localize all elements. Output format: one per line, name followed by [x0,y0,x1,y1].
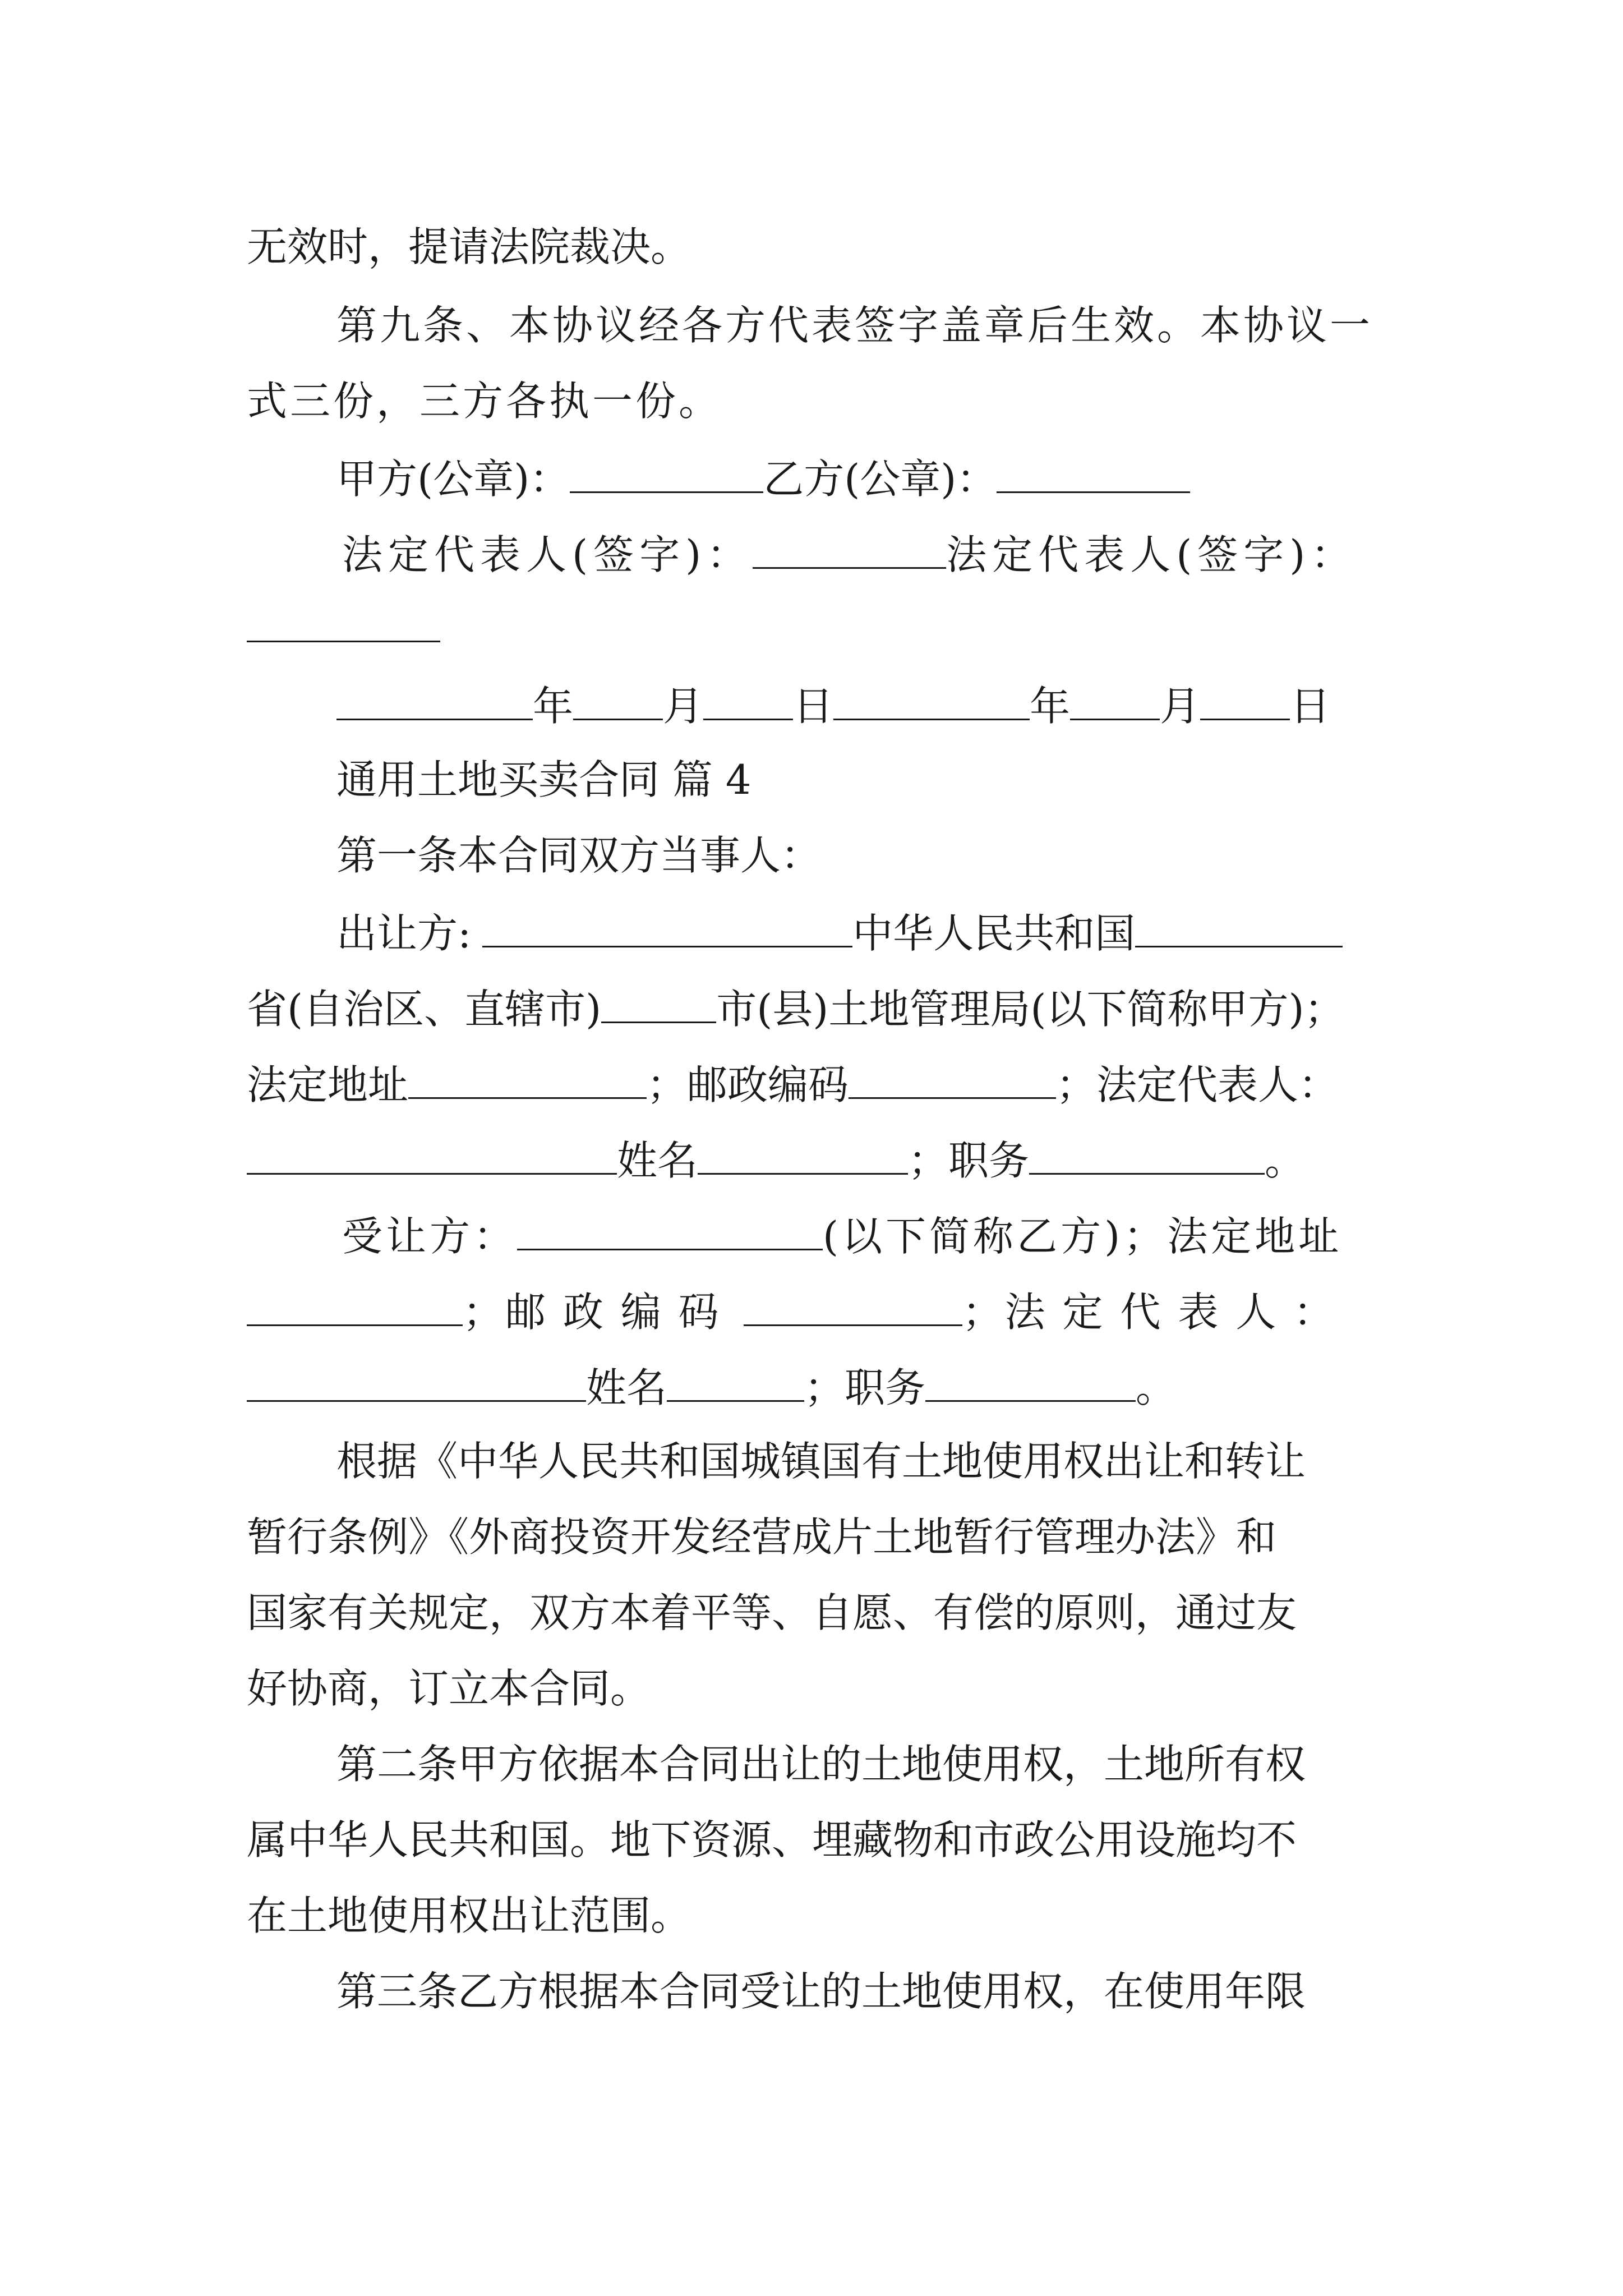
blank-field[interactable] [1200,676,1290,720]
blank-field[interactable] [997,449,1190,493]
blank-field[interactable] [247,641,440,642]
city-label: 市(县)土地管理局(以下简称甲方)； [716,986,1345,1033]
text-line: 第三条乙方根据本合同受让的土地使用权，在使用年限 [336,1968,1306,2015]
text-line: 在土地使用权出让范围。 [247,1892,691,1939]
grantor-line [336,903,1343,959]
postcode-label: ；邮政编码 [647,1061,849,1108]
party-a-rep-label: 法定代表人(签字)： [342,531,753,578]
period: 。 [1265,1137,1306,1184]
text-line: 国家有关规定，双方本着平等、自愿、有偿的原则，通过友 [247,1589,1297,1636]
postcode-label: ；邮 政 编 码 [463,1289,721,1336]
legal-address-label: 法定地址 [247,1061,409,1108]
blank-field[interactable] [849,1055,1056,1099]
blank-field[interactable] [1070,676,1160,720]
name-label: 姓名 [617,1137,698,1184]
grantor-line [247,1055,1339,1111]
text-line: 根据《中华人民共和国城镇国有土地使用权出让和转让 [336,1438,1306,1485]
grantor-label: 出让方: [336,910,472,957]
text-line: 第一条本合同双方当事人： [336,832,822,879]
blank-field[interactable] [753,524,946,569]
blank-field[interactable] [517,1206,823,1250]
text-line: 第九条、本协议经各方代表签字盖章后生效。本协议一 [336,302,1373,349]
blank-field[interactable] [247,1130,617,1175]
blank-field[interactable] [247,1358,586,1402]
blank-field[interactable] [833,676,1030,720]
grantee-line [247,1358,1176,1414]
blank-field[interactable] [408,1055,647,1099]
blank-field[interactable] [744,1282,962,1326]
text-line: 属中华人民共和国。地下资源、埋藏物和市政公用设施均不 [247,1816,1297,1864]
grantee-abbr-label: (以下简称乙方)；法定地址 [823,1213,1343,1260]
day-label: 日 [793,683,834,730]
blank-field[interactable] [1029,1130,1265,1175]
year-label: 年 [1030,683,1071,730]
position-label: ；职务 [804,1364,926,1411]
period: 。 [1136,1364,1177,1411]
text-line: 暂行条例》《外商投资开发经营成片土地暂行管理办法》和 [247,1513,1277,1561]
month-label: 月 [663,683,704,730]
province-label: 省(自治区、直辖市) [247,986,602,1033]
blank-field[interactable] [601,979,716,1023]
text-line: 无效时，提请法院裁决。 [247,223,691,270]
text-line: 式三份，三方各执一份。 [247,378,722,425]
blank-field[interactable] [573,676,663,720]
grantee-line [247,1282,1336,1338]
position-label: ；职务 [908,1137,1030,1184]
blank-field[interactable] [703,676,793,720]
prc-label: 中华人民共和国 [852,910,1136,957]
party-b-rep-label: 法定代表人(签字)： [946,531,1357,578]
blank-field[interactable] [247,1282,463,1326]
blank-field[interactable] [482,903,852,947]
blank-field[interactable] [336,676,533,720]
year-label: 年 [533,683,574,730]
grantor-line [247,1130,1305,1186]
day-label: 日 [1290,683,1331,730]
signature-line-seal [336,449,1190,505]
month-label: 月 [1160,683,1201,730]
blank-field[interactable] [1135,903,1343,947]
legal-rep-label: ；法 定 代 表 人 ： [962,1289,1336,1336]
text-line: 第二条甲方依据本合同出让的土地使用权，土地所有权 [336,1741,1306,1788]
date-line [336,676,1330,732]
grantor-line [247,979,1345,1035]
signature-line-rep [342,524,1357,581]
grantee-label: 受让方： [342,1213,518,1260]
blank-field[interactable] [667,1358,804,1402]
party-b-seal-label: 乙方(公章)： [763,455,997,503]
section-heading: 通用土地买卖合同 篇 4 [336,756,751,803]
legal-rep-label: ；法定代表人： [1056,1061,1339,1108]
blank-field[interactable] [570,449,763,493]
grantee-line [342,1206,1342,1262]
party-a-seal-label: 甲方(公章)： [336,455,570,503]
name-label: 姓名 [586,1364,667,1411]
blank-field[interactable] [925,1358,1136,1402]
text-line: 好协商，订立本合同。 [247,1665,651,1712]
blank-field[interactable] [698,1130,908,1175]
